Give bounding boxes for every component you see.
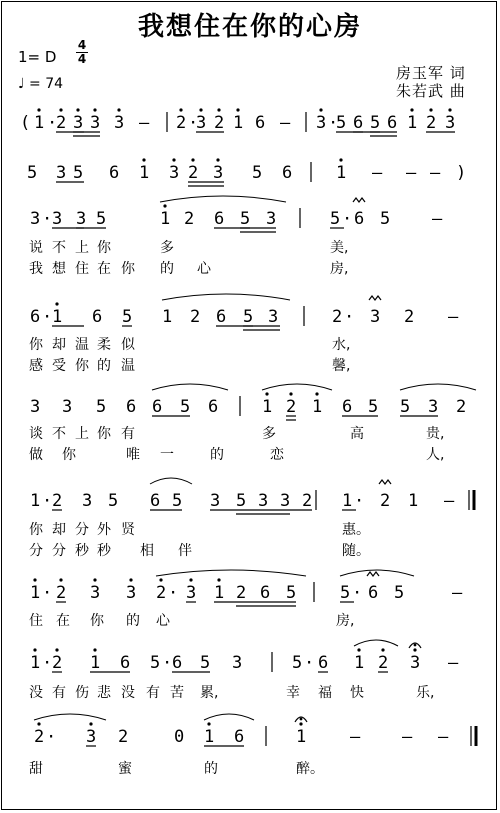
lyric: 我: [29, 261, 43, 277]
lyric: 相: [140, 543, 154, 559]
lyric: 房,: [330, 261, 349, 277]
note: 5: [180, 397, 191, 417]
dash: –: [432, 209, 443, 229]
fermata-dot: [300, 718, 303, 721]
note: 3: [428, 397, 439, 417]
mordent: [369, 296, 381, 300]
note: 1: [336, 163, 347, 183]
note: 6: [368, 583, 379, 603]
note: 3: [266, 209, 277, 229]
octave-dot: [159, 578, 162, 581]
octave-dot: [163, 204, 166, 207]
note: 3: [410, 653, 421, 673]
octave-dot: [217, 578, 220, 581]
octave-dot: [189, 578, 192, 581]
lyric: 伴: [178, 543, 192, 559]
note: 1: [30, 583, 41, 603]
lyric: 苦: [170, 685, 184, 701]
tempo-marking: ♩ = 74: [18, 76, 64, 92]
lyric: 贵,: [426, 426, 445, 442]
octave-dot: [299, 722, 302, 725]
note: 1: [342, 491, 353, 511]
lyric: 没: [29, 685, 43, 701]
note: 1: [296, 727, 307, 747]
octave-dot: [216, 158, 219, 161]
note: 6: [92, 307, 103, 327]
lyric: 你: [62, 447, 76, 463]
note: 5: [96, 397, 107, 417]
octave-dot: [93, 108, 96, 111]
slur: [162, 294, 290, 300]
note: 6: [216, 307, 227, 327]
octave-dot: [179, 108, 182, 111]
note: 5: [122, 307, 133, 327]
slur: [400, 384, 476, 390]
octave-dot: [315, 392, 318, 395]
note: 5: [370, 113, 381, 133]
lyric: 外: [97, 522, 111, 538]
note: 5: [380, 209, 391, 229]
dot: ·: [46, 727, 57, 747]
lyric: 秒: [97, 543, 111, 559]
note: 6: [342, 397, 353, 417]
note: 1: [160, 209, 171, 229]
slur: [152, 384, 228, 390]
dot: ·: [162, 653, 173, 673]
note: 5: [286, 583, 297, 603]
lyric: 上: [75, 240, 89, 256]
lyric: 感: [29, 358, 43, 374]
octave-dot: [55, 648, 58, 651]
note: 2: [56, 583, 67, 603]
note: 3: [316, 113, 327, 133]
note: 1: [30, 491, 41, 511]
note: 6: [234, 727, 245, 747]
lyric: 恋: [270, 447, 284, 463]
note: 2: [286, 397, 297, 417]
note: 2: [456, 397, 467, 417]
octave-dot: [89, 722, 92, 725]
lyric: 随。: [342, 543, 370, 559]
dash: –: [402, 727, 413, 747]
note: 3: [56, 163, 67, 183]
lyric: 受: [52, 358, 66, 374]
note: 6: [255, 113, 266, 133]
note: 2: [188, 163, 199, 183]
note: 5: [252, 163, 263, 183]
note: 2: [52, 491, 63, 511]
note: 1: [312, 397, 323, 417]
dot: ·: [354, 491, 365, 511]
lyric: 说: [29, 240, 43, 256]
page-title: 我想住在你的心房: [137, 12, 362, 42]
note: 5: [150, 653, 161, 673]
lyric: 多: [160, 240, 174, 256]
note: 2: [236, 583, 247, 603]
note: 2: [52, 653, 63, 673]
note: 5: [236, 491, 247, 511]
slur: [156, 570, 306, 576]
lyric: 累,: [200, 685, 219, 701]
octave-dot: [76, 108, 79, 111]
lyric: 幸: [286, 685, 300, 701]
dash: –: [372, 163, 383, 183]
note: 3: [210, 491, 221, 511]
note: 1: [407, 113, 418, 133]
lyric: 心: [197, 261, 211, 277]
lyric: 有: [146, 685, 160, 701]
note: 6: [150, 491, 161, 511]
lyric: 似: [121, 337, 135, 353]
note: 2: [378, 653, 389, 673]
lyric: 你: [75, 358, 89, 374]
note: 2: [302, 491, 313, 511]
note: 6: [152, 397, 163, 417]
octave-dot: [217, 108, 220, 111]
slur: [262, 384, 332, 390]
octave-dot: [59, 578, 62, 581]
note: 0: [174, 727, 185, 747]
note: 3: [280, 491, 291, 511]
note: 3: [213, 163, 224, 183]
note: 5: [368, 397, 379, 417]
lyric: 不: [52, 426, 66, 442]
lyric: 快: [350, 685, 364, 701]
octave-dot: [410, 108, 413, 111]
octave-dot: [59, 108, 62, 111]
lyric: 在: [97, 261, 111, 277]
lyric: 水,: [332, 337, 351, 353]
dot: ·: [42, 583, 53, 603]
note: 3: [52, 209, 63, 229]
paren: (: [20, 113, 31, 133]
note: 1: [34, 113, 45, 133]
note: 3: [258, 491, 269, 511]
lyric: 悲: [97, 685, 111, 701]
octave-dot: [37, 722, 40, 725]
dot: ·: [47, 113, 58, 133]
lyric: 你: [121, 261, 135, 277]
note: 1: [233, 113, 244, 133]
lyric: 你: [97, 426, 111, 442]
note: 1: [139, 163, 150, 183]
note: 2: [184, 209, 195, 229]
octave-dot: [319, 108, 322, 111]
lyric: 一: [160, 447, 174, 463]
note: 3: [268, 307, 279, 327]
note: 6: [260, 583, 271, 603]
dot: ·: [328, 113, 339, 133]
note: 2: [332, 307, 343, 327]
note: 2: [156, 583, 167, 603]
dot: ·: [344, 307, 355, 327]
note: 3: [30, 397, 41, 417]
octave-dot: [236, 108, 239, 111]
lyric: 有: [52, 685, 66, 701]
lyric: 的: [210, 447, 224, 463]
note: 5: [336, 113, 347, 133]
lyric: 福: [318, 685, 332, 701]
mordent: [353, 198, 365, 202]
note: 1: [52, 307, 63, 327]
note: 6: [354, 209, 365, 229]
note: 6: [214, 209, 225, 229]
mordent: [379, 480, 391, 484]
note: 3: [82, 491, 93, 511]
note: 5: [96, 209, 107, 229]
note: 6: [387, 113, 398, 133]
dot: ·: [42, 307, 53, 327]
note: 5: [27, 163, 38, 183]
note: 3: [90, 583, 101, 603]
lyric: 的: [204, 761, 218, 777]
lyric: 美,: [330, 240, 349, 256]
note: 3: [445, 113, 456, 133]
lyric: 柔: [97, 337, 111, 353]
note: 5: [340, 583, 351, 603]
note: 3: [186, 583, 197, 603]
key-signature: 1= D: [18, 48, 57, 66]
meter-top: 4: [77, 38, 87, 52]
lyric: 唯: [126, 447, 140, 463]
lyric: 馨,: [332, 358, 351, 374]
lyric: 没: [121, 685, 135, 701]
octave-dot: [93, 578, 96, 581]
note: 5: [73, 163, 84, 183]
octave-dot: [381, 648, 384, 651]
lyric: 乐,: [416, 685, 435, 701]
note: 6: [109, 163, 120, 183]
note: 5: [200, 653, 211, 673]
note: 3: [73, 113, 84, 133]
lyric: 你: [97, 240, 111, 256]
lyric: 却: [52, 337, 66, 353]
lyric: 温: [121, 358, 135, 374]
lyric: 蜜: [118, 761, 132, 777]
lyric: 心: [156, 613, 170, 629]
lyric: 有: [121, 426, 135, 442]
lyric: 你: [90, 613, 104, 629]
note: 6: [353, 113, 364, 133]
dash: –: [438, 727, 449, 747]
octave-dot: [117, 108, 120, 111]
octave-dot: [142, 158, 145, 161]
paren: ): [456, 163, 467, 183]
note: 5: [240, 209, 251, 229]
lyric: 的: [126, 613, 140, 629]
lyric: 住: [75, 261, 89, 277]
dot: ·: [42, 491, 53, 511]
lyric: 在: [56, 613, 70, 629]
note: 2: [118, 727, 129, 747]
octave-dot: [265, 392, 268, 395]
slur: [204, 714, 254, 720]
note: 1: [262, 397, 273, 417]
note: 6: [318, 653, 329, 673]
octave-dot: [339, 158, 342, 161]
lyric: 做: [29, 447, 43, 463]
note: 3: [62, 397, 73, 417]
lyric: 醉。: [296, 761, 324, 777]
fermata-dot: [414, 644, 417, 647]
lyricist-credit: 房玉军 词: [396, 64, 466, 82]
dash: –: [406, 163, 417, 183]
lyric: 谈: [29, 426, 43, 442]
note: 5: [394, 583, 405, 603]
octave-dot: [357, 648, 360, 651]
note: 5: [243, 307, 254, 327]
dash: –: [350, 727, 361, 747]
note: 6: [172, 653, 183, 673]
lyric: 上: [75, 426, 89, 442]
slur: [160, 196, 286, 202]
note: 6: [120, 653, 131, 673]
lyric: 高: [350, 426, 364, 442]
note: 5: [108, 491, 119, 511]
note: 2: [426, 113, 437, 133]
dot: ·: [304, 653, 315, 673]
dash: –: [139, 113, 150, 133]
octave-dot: [289, 392, 292, 395]
composer-credit: 朱若武 曲: [396, 82, 466, 100]
lyric: 房,: [336, 613, 355, 629]
note: 3: [90, 113, 101, 133]
slur: [34, 714, 106, 720]
lyric: 分: [75, 522, 89, 538]
octave-dot: [207, 722, 210, 725]
dot: ·: [342, 209, 353, 229]
lyric: 你: [29, 522, 43, 538]
octave-dot: [172, 158, 175, 161]
note: 3: [76, 209, 87, 229]
lyric: 惠。: [342, 522, 370, 538]
octave-dot: [199, 108, 202, 111]
note: 1: [214, 583, 225, 603]
note: 6: [208, 397, 219, 417]
lyric: 你: [29, 337, 43, 353]
lyric: 温: [75, 337, 89, 353]
note: 1: [90, 653, 101, 673]
dash: –: [448, 307, 459, 327]
lyric: 的: [160, 261, 174, 277]
dash: –: [448, 653, 459, 673]
note: 1: [408, 491, 419, 511]
lyric: 的: [97, 358, 111, 374]
note: 5: [292, 653, 303, 673]
lyric: 想: [52, 261, 66, 277]
note: 2: [56, 113, 67, 133]
note: 3: [86, 727, 97, 747]
octave-dot: [129, 578, 132, 581]
note: 3: [30, 209, 41, 229]
note: 1: [354, 653, 365, 673]
note: 2: [380, 491, 391, 511]
note: 1: [30, 653, 41, 673]
octave-dot: [448, 108, 451, 111]
lyric: 住: [29, 613, 43, 629]
note: 5: [400, 397, 411, 417]
note: 3: [196, 113, 207, 133]
lyric: 秒: [75, 543, 89, 559]
dash: –: [280, 113, 291, 133]
note: 2: [34, 727, 45, 747]
note: 3: [370, 307, 381, 327]
lyric: 贤: [121, 522, 135, 538]
octave-dot: [55, 302, 58, 305]
slur: [354, 640, 398, 646]
note: 2: [176, 113, 187, 133]
note: 5: [172, 491, 183, 511]
slur: [150, 478, 192, 484]
lyric: 人,: [426, 447, 445, 463]
dot: ·: [352, 583, 363, 603]
dash: –: [452, 583, 463, 603]
lyric: 伤: [75, 685, 89, 701]
note: 2: [404, 307, 415, 327]
note: 5: [330, 209, 341, 229]
octave-dot: [93, 648, 96, 651]
octave-dot: [33, 578, 36, 581]
mordent: [367, 572, 379, 576]
dot: ·: [188, 113, 199, 133]
octave-dot: [33, 648, 36, 651]
note: 3: [169, 163, 180, 183]
dash: –: [430, 163, 441, 183]
lyric: 甜: [29, 761, 43, 777]
lyric: 却: [52, 522, 66, 538]
note: 3: [126, 583, 137, 603]
octave-dot: [429, 108, 432, 111]
lyric: 多: [262, 426, 276, 442]
note: 1: [162, 307, 173, 327]
dash: –: [444, 491, 455, 511]
note: 6: [282, 163, 293, 183]
note: 6: [126, 397, 137, 417]
note: 6: [30, 307, 41, 327]
note: 3: [232, 653, 243, 673]
note: 3: [114, 113, 125, 133]
note: 2: [190, 307, 201, 327]
dot: ·: [42, 653, 53, 673]
lyric: 分: [52, 543, 66, 559]
octave-dot: [37, 108, 40, 111]
lyric: 分: [29, 543, 43, 559]
lyric: 不: [52, 240, 66, 256]
dot: ·: [168, 583, 179, 603]
octave-dot: [191, 158, 194, 161]
note: 2: [214, 113, 225, 133]
octave-dot: [413, 648, 416, 651]
note: 1: [204, 727, 215, 747]
meter-bottom: 4: [77, 52, 87, 66]
dot: ·: [42, 209, 53, 229]
